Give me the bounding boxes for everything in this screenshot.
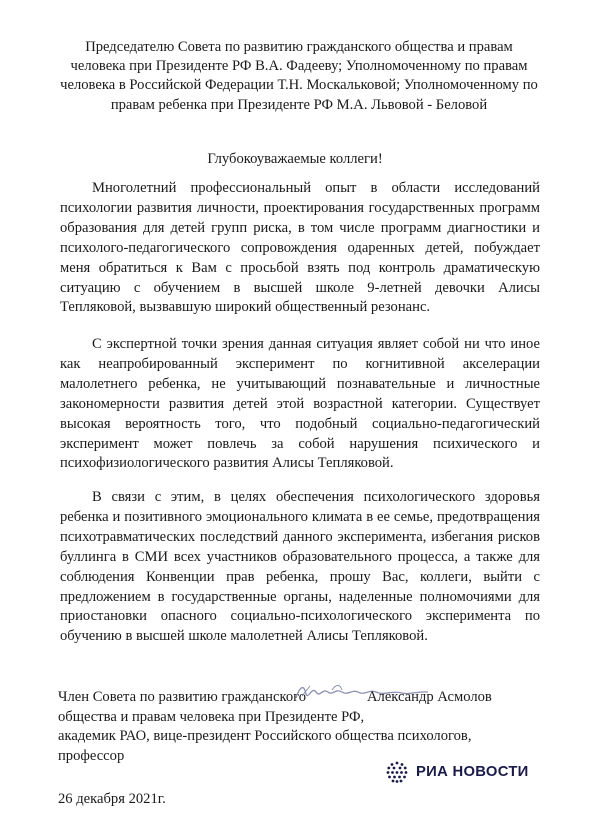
paragraph-1: Многолетний профессиональный опыт в области исследований психологии развития личности, проектирования государственных программ образования для детей групп риска, в том числе программ диагностики и психолого-педагогического сопровождения одаренных детей, побуждает меня обратиться к Вам с просьбой взять под контроль драматическую ситуацию с обучением в высшей школе 9-летней девочки Алисы Тепляковой, вызвавшую широкий общественный резонанс. <box>60 180 540 316</box>
greeting: Глубокоуважаемые коллеги! <box>207 151 383 167</box>
paragraph-3: В связи с этим, в целях обеспечения психологического здоровья ребенка и позитивного эмоционального климата в ее семье, предотвращения психотравматических последствий данного эксперимента, избегания рисков буллинга в СМИ всех участников образовательного процесса, а также для соблюдения Конвенции прав ребенка, прошу Вас, коллеги, выйти с предложением в государственные органы, наделенные полномочиями для приостановки опасного социально-психологического эксперимента по обучению в высшей школе малолетней Алисы Тепляковой. <box>60 489 540 645</box>
ria-globe-icon <box>385 760 409 784</box>
signatory-line-4: профессор <box>58 747 125 764</box>
paragraph-2: С экспертной точки зрения данная ситуация являет собой ни что иное как неапробированный эксперимент по когнитивной акселерации малолетнего ребенка, не учитывающий познавательные и личностные закономерности развития детей этой возрастной категории. Существует высокая вероятность того, что подобный социально-педагогический эксперимент может повлечь за собой нарушения психического и психофизиологического развития Алисы Тепляковой. <box>60 336 540 472</box>
ria-logo-text: РИА НОВОСТИ <box>416 764 529 780</box>
signatory-line-2: общества и правам человека при Президенте РФ, <box>58 708 365 725</box>
ria-watermark <box>385 759 529 785</box>
addressee-block: Председателю Совета по развитию гражданского общества и правам человека при Президенте РФ В.А. Фадееву; Уполномоченному по правам человека в Российской Федерации Т.Н. Москальковой; Уполномоченному по правам ребенка при Президенте РФ М.А. Львовой - Беловой <box>60 39 538 113</box>
signer-name: Александр Асмолов <box>367 689 492 705</box>
signatory-line-1: Член Совета по развитию гражданского <box>58 689 307 705</box>
letter-date: 26 декабря 2021г. <box>58 791 166 807</box>
signatory-line-3: академик РАО, вице-президент Российского общества психологов, <box>58 728 472 744</box>
